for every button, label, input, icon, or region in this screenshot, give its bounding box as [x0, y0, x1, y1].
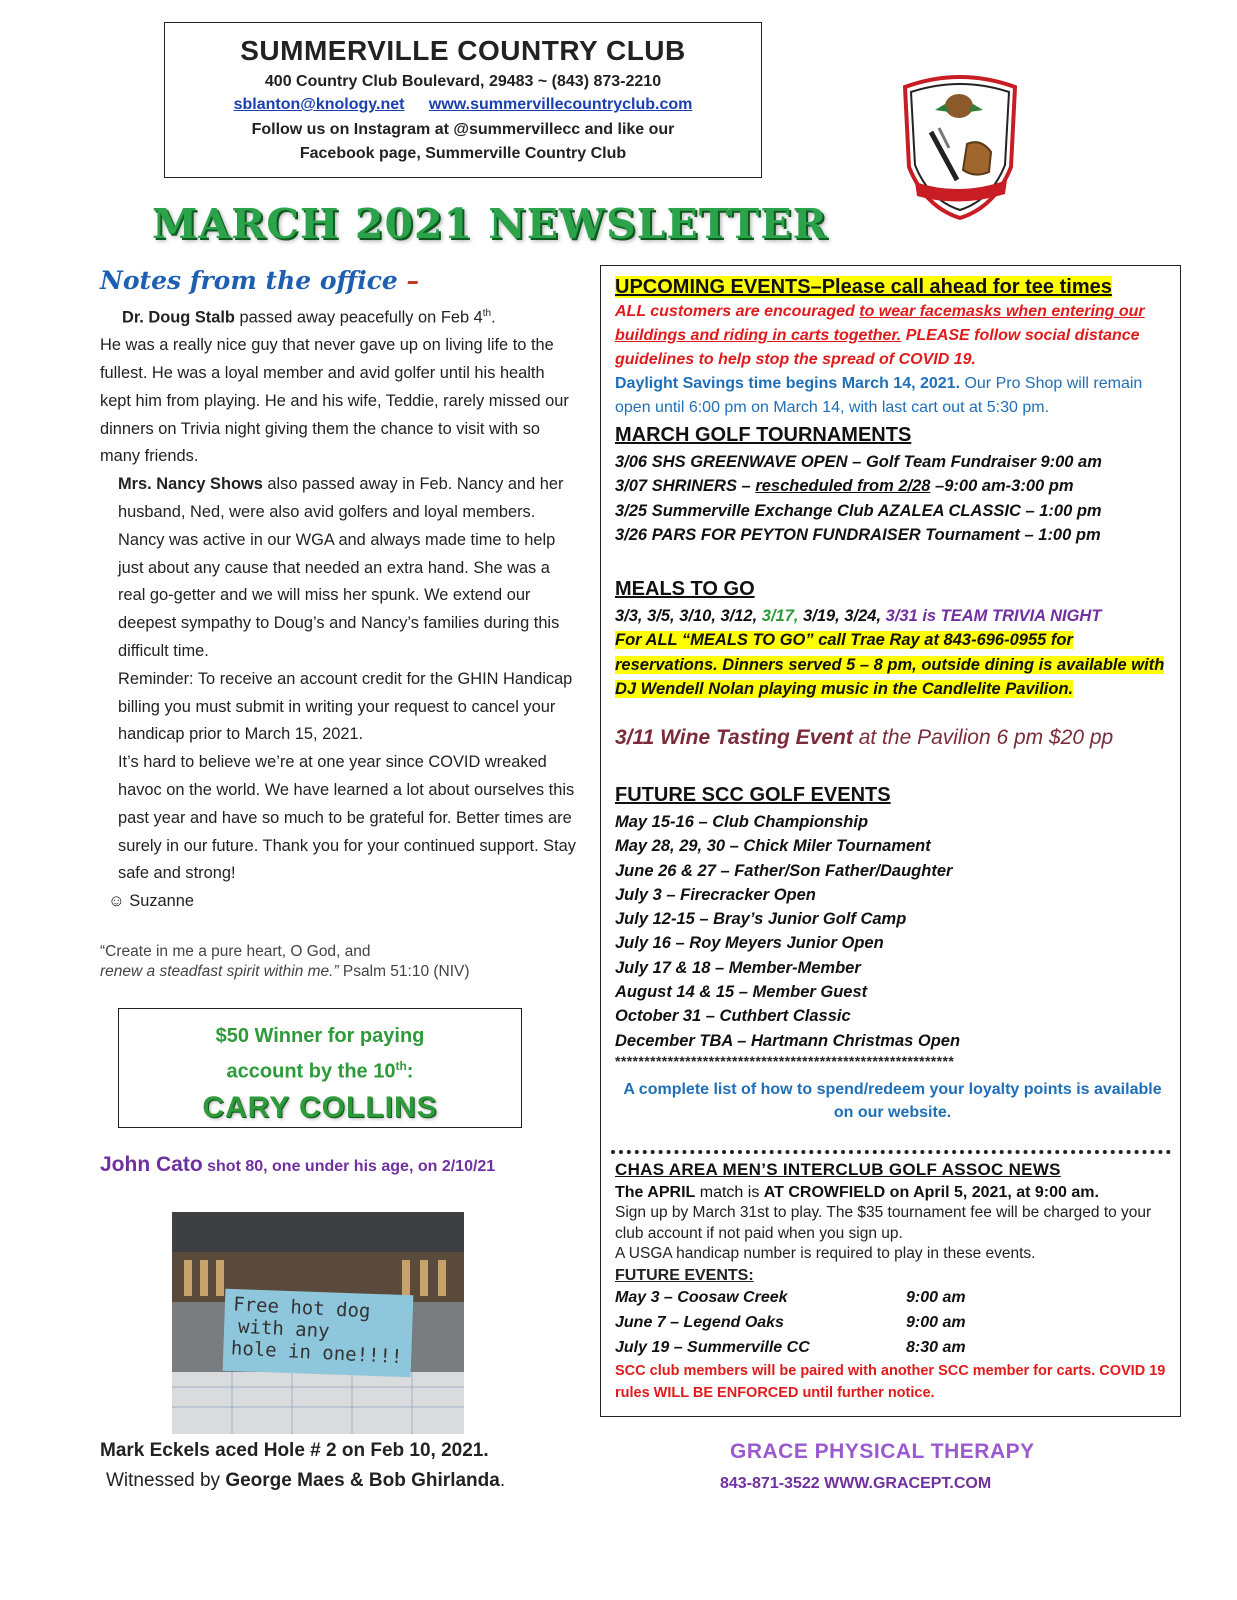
future-golf-heading: FUTURE SCC GOLF EVENTS	[615, 784, 891, 806]
notes-body: Dr. Doug Stalb passed away peacefully on Feb 4th. He was a really nice guy that never gave up on living life to the fullest. He was a loyal member and avid golfer until his health kept him from playing. He and his wife, Teddie, rarely missed our dinners on Trivia night giving them the chance to visit with so many friends. Mrs. Nancy Shows also passed away in Feb. Nancy and her husband, Ned, were also avid golfers and loyal members. Nancy was active in our WGA and always made time to help just about any cause that needed an extra hand. She was a real go-getter and we will miss her spunk. We extend our deepest sympathy to Doug’s and Nancy’s families during this difficult time. Reminder: To receive an account credit for the GHIN Handicap billing you must submit in writing your request to cancel your handicap prior to March 15, 2021. It’s hard to believe we’re at one year since COVID wreaked havoc on the world. We have learned a lot about ourselves this past year and have so much to be grateful for. Better times are surely in our future. Thank you for your continued support. Stay safe and strong! ☺ Suzanne	[100, 308, 576, 911]
interclub-event: May 3 – Coosaw Creek 9:00 am	[615, 1288, 966, 1306]
scripture-quote: “Create in me a pure heart, O God, and renew a steadfast spirit within me.” Psalm 51:10 (NIV)	[100, 943, 470, 980]
eckels-witness: Witnessed by George Maes & Bob Ghirlanda.	[106, 1470, 506, 1491]
loyalty-note: A complete list of how to spend/redeem your loyalty points is available on our website.	[623, 1081, 1162, 1121]
email-link[interactable]: sblanton@knology.net	[233, 96, 405, 113]
club-header-box	[164, 22, 762, 178]
notes-heading: Notes from the office –	[100, 266, 420, 295]
covid-notice: SCC club members will be paired with another SCC member for carts. COVID 19 rules WILL BE ENFORCED until further notice.	[615, 1362, 1166, 1401]
march-golf-heading: MARCH GOLF TOURNAMENTS	[615, 424, 912, 446]
social-follow: Follow us on Instagram at @summervillecc and like our Facebook page, Summerville Country Club	[251, 121, 675, 162]
hot-dog-sign-photo	[172, 1212, 464, 1434]
eckels-ace: Mark Eckels aced Hole # 2 on Feb 10, 2021.	[100, 1440, 489, 1461]
interclub-event: June 7 – Legend Oaks 9:00 am	[615, 1313, 966, 1331]
upcoming-section: UPCOMING EVENTS–Please call ahead for tee times ALL customers are encouraged to wear facemasks when entering our buildings and riding in carts together. PLEASE follow social distance guidelines to help stop the spread of COVID 19. Daylight Savings time begins March 14, 2021. Our Pro Shop will remain open until 6:00 pm on March 14, with last cart out at 5:30 pm.	[615, 276, 1145, 416]
interclub-event: July 19 – Summerville CC 8:30 am	[615, 1338, 966, 1356]
club-address: 400 Country Club Boulevard, 29483 ~ (843) 873-2210	[264, 73, 662, 90]
club-name: SUMMERVILLE COUNTRY CLUB	[240, 35, 686, 66]
grace-pt-name: GRACE PHYSICAL THERAPY	[730, 1440, 1035, 1463]
future-events-heading: FUTURE EVENTS:	[615, 1266, 754, 1284]
winner-box: $50 Winner for paying account by the 10th: CARY COLLINS	[118, 1008, 522, 1128]
winner-name: CARY COLLINS	[202, 1090, 438, 1124]
cato-note: John Cato shot 80, one under his age, on 2/10/21	[100, 1153, 496, 1176]
interclub-heading: CHAS AREA MEN’S INTERCLUB GOLF ASSOC NEWS	[615, 1160, 1061, 1179]
interclub-section: CHAS AREA MEN’S INTERCLUB GOLF ASSOC NEWS The APRIL match is AT CROWFIELD on April 5, 2021, at 9:00 am. Sign up by March 31st to play. The $35 tournament fee will be charged to your club account if not paid when you sign up. A USGA handicap number is required to play in these events. FUTURE EVENTS: May 3 – Coosaw Creek 9:00 am June 7 – Legend Oaks 9:00 am July 19 – Summerville CC 8:30 am SCC club members will be paired with another SCC member for carts. COVID 19 rules WILL BE ENFORCED until further notice.	[615, 1160, 1170, 1404]
upcoming-heading: UPCOMING EVENTS–Please call ahead for tee times	[615, 276, 1112, 298]
newsletter-title: MARCH 2021 NEWSLETTER	[152, 200, 828, 248]
meals-heading: MEALS TO GO	[615, 578, 755, 600]
dotted-divider	[611, 1150, 1171, 1154]
sign-handwriting: Free hot dog with any hole in one!!!!	[230, 1293, 403, 1369]
stars-divider: **********************************************************	[615, 1052, 955, 1069]
events-box	[600, 265, 1181, 1417]
meals-section: MEALS TO GO 3/3, 3/5, 3/10, 3/12, 3/17, 3/19, 3/24, 3/31 is TEAM TRIVIA NIGHT For ALL “MEALS TO GO” call Trae Ray at 843-696-0955 for reservations. Dinners served 5 – 8 pm, outside dining is available with DJ Wendell Nolan playing music in the Candlelite Pavilion.	[615, 578, 1170, 701]
grace-pt-contact: 843-871-3522 WWW.GRACEPT.COM	[720, 1475, 992, 1492]
club-logo	[895, 72, 1025, 222]
march-golf-section: MARCH GOLF TOURNAMENTS 3/06 SHS GREENWAVE OPEN – Golf Team Fundraiser 9:00 am 3/07 SHRINERS – rescheduled from 2/28 –9:00 am-3:00 pm 3/25 Summerville Exchange Club AZALEA CLASSIC – 1:00 pm 3/26 PARS FOR PEYTON FUNDRAISER Tournament – 1:00 pm	[615, 424, 1170, 547]
club-links	[165, 96, 761, 114]
future-golf-section: FUTURE SCC GOLF EVENTS May 15-16 – Club Championship May 28, 29, 30 – Chick Miler Tournament June 26 & 27 – Father/Son Father/Daughter July 3 – Firecracker Open July 12-15 – Bray’s Junior Golf Camp July 16 – Roy Meyers Junior Open July 17 & 18 – Member-Member August 14 & 15 – Member Guest October 31 – Cuthbert Classic December TBA – Hartmann Christmas Open **********************************************************	[615, 784, 1170, 1069]
website-link[interactable]: www.summervillecountryclub.com	[428, 96, 693, 113]
wine-tasting: 3/11 Wine Tasting Event at the Pavilion 6 pm $20 pp	[615, 726, 1114, 749]
